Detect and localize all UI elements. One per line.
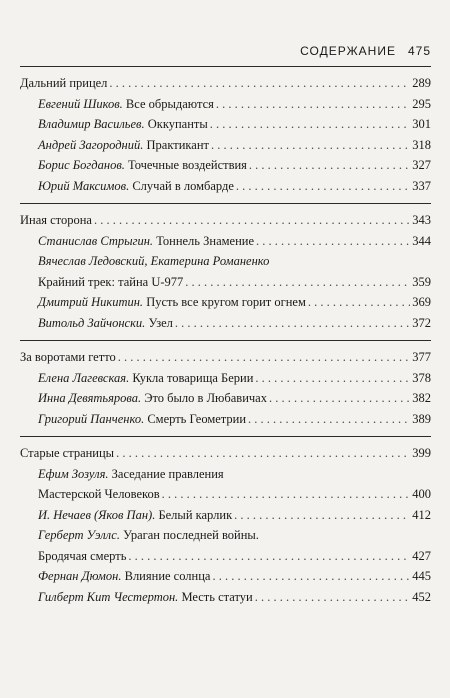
toc-entry-text: [20, 347, 116, 368]
toc-entry-title: Практикант: [146, 137, 209, 152]
toc-entry-text: [38, 114, 208, 135]
toc-entry-author: Инна Девятьярова.: [38, 391, 142, 405]
toc-entry-text: [20, 73, 107, 94]
toc-entry: [20, 231, 431, 252]
toc-entry: [20, 464, 431, 485]
toc-page-number: 369: [412, 295, 431, 309]
toc-page-number: 301: [412, 117, 431, 131]
toc-page-number: 389: [412, 411, 431, 426]
toc-page-number: 295: [412, 96, 431, 111]
toc-entry-title: Заседание правления: [111, 466, 224, 481]
toc-entry-title: Смерть Геометрии: [147, 411, 247, 426]
toc-entry-author: Владимир Васильев.: [38, 117, 145, 131]
toc-entry-text: [20, 210, 92, 231]
toc-entry-author: Герберт Уэллс.: [38, 528, 120, 542]
toc-entry-author: Елена Лагевская.: [38, 370, 130, 385]
toc-entry-author: Фернан Дюмон.: [38, 569, 122, 583]
toc-entry-text: [38, 135, 209, 156]
toc-page-number: 327: [412, 158, 431, 172]
toc-page-number: 377: [412, 350, 431, 364]
toc-entry-author: Юрий Максимов.: [38, 178, 130, 193]
toc-entry-text: [20, 443, 114, 464]
toc-entry-author: Витольд Зайчонски.: [38, 315, 146, 330]
toc-section-heading: [20, 73, 431, 94]
toc-entry-author: И. Нечаев (Яков Пан).: [38, 507, 156, 522]
toc-entry-title: Пусть все кругом горит огнем: [146, 295, 306, 309]
toc-entry-title: Узел: [148, 315, 173, 330]
dot-leader: [210, 114, 410, 135]
dot-leader: [118, 347, 411, 368]
toc-entry-author: Ефим Зозуля.: [38, 466, 109, 481]
toc-section: [20, 203, 431, 340]
toc-section-heading: [20, 347, 431, 368]
toc-page-number: 359: [412, 274, 431, 289]
dot-leader: [185, 272, 410, 293]
toc-entry: [20, 484, 431, 505]
toc-section-heading: [20, 210, 431, 231]
toc-entry-title: Точечные воздействия: [128, 158, 247, 172]
dot-leader: [234, 505, 410, 526]
dot-leader: [109, 73, 410, 94]
dot-leader: [116, 443, 410, 464]
table-of-contents: [20, 66, 431, 614]
toc-page-number: 382: [412, 391, 431, 405]
toc-page-number: 445: [412, 569, 431, 583]
toc-entry-title: Это было в Любавичах: [144, 391, 267, 405]
toc-entry-text: [38, 546, 126, 567]
toc-entry: [20, 388, 431, 409]
toc-entry-text: [38, 409, 246, 430]
toc-entry: [20, 135, 431, 156]
toc-entry-author: Гилберт Кит Честертон.: [38, 589, 179, 604]
toc-entry-text: [38, 388, 267, 409]
toc-entry-title: За воротами гетто: [20, 350, 116, 364]
toc-entry-title: Случай в ломбарде: [132, 178, 234, 193]
toc-page-number: 399: [412, 446, 431, 460]
running-header-title: СОДЕРЖАНИЕ: [300, 44, 396, 58]
toc-entry-text: [38, 368, 253, 389]
toc-entry-title: Белый карлик: [158, 507, 233, 522]
toc-entry-author: Борис Богданов.: [38, 158, 125, 172]
dot-leader: [255, 368, 410, 389]
dot-leader: [308, 292, 410, 313]
toc-entry-text: [38, 464, 224, 485]
toc-entry: [20, 114, 431, 135]
toc-entry-author: Дмитрий Никитин.: [38, 295, 144, 309]
toc-page-number: 337: [412, 178, 431, 193]
toc-entry-title: Иная сторона: [20, 213, 92, 227]
toc-entry: [20, 155, 431, 176]
toc-entry: [20, 525, 431, 546]
toc-page-number: 372: [412, 315, 431, 330]
toc-entry-author: Григорий Панченко.: [38, 411, 145, 426]
toc-entry: [20, 251, 431, 272]
toc-page-number: 318: [412, 137, 431, 152]
toc-entry-title: Кукла товарища Берии: [132, 370, 254, 385]
toc-entry: [20, 272, 431, 293]
toc-entry-title: Влияние солнца: [124, 569, 211, 583]
toc-entry-title: Все обрыдаются: [125, 96, 214, 111]
dot-leader: [216, 94, 410, 115]
dot-leader: [255, 587, 411, 608]
toc-entry-author: Станислав Стрыгин.: [38, 233, 154, 248]
toc-entry-text: [38, 525, 259, 546]
page-number: 475: [407, 44, 431, 58]
toc-entry-title: Дальний прицел: [20, 76, 108, 90]
toc-entry: [20, 409, 431, 430]
toc-entry: [20, 368, 431, 389]
toc-entry: [20, 566, 431, 587]
toc-page-number: 378: [412, 370, 431, 385]
dot-leader: [236, 176, 410, 197]
toc-entry-title: Мастерской Человеков: [38, 487, 160, 501]
toc-entry-text: [38, 231, 254, 252]
toc-section-heading: [20, 443, 431, 464]
toc-page-number: 344: [412, 233, 431, 248]
dot-leader: [162, 484, 411, 505]
toc-entry-author: Евгений Шиков.: [38, 96, 123, 111]
toc-entry-text: [38, 566, 210, 587]
toc-entry-author: Андрей Загородний.: [38, 137, 144, 152]
toc-entry-text: [38, 176, 234, 197]
toc-entry-author: Вячеслав Ледовский, Екатерина Романенко: [38, 254, 270, 268]
toc-entry-title: Старые страницы: [20, 446, 115, 460]
toc-page-number: 400: [412, 487, 431, 501]
toc-page-number: 412: [412, 507, 431, 522]
dot-leader: [211, 135, 410, 156]
dot-leader: [128, 546, 410, 567]
toc-entry: [20, 176, 431, 197]
toc-page-number: 427: [412, 548, 431, 563]
toc-page-number: 289: [412, 76, 431, 90]
dot-leader: [269, 388, 410, 409]
toc-entry-text: [38, 251, 269, 272]
toc-page-number: 452: [412, 589, 431, 604]
toc-entry-text: [38, 272, 183, 293]
toc-entry-title: Месть статуи: [181, 589, 253, 604]
toc-page-number: 343: [412, 213, 431, 227]
toc-entry: [20, 313, 431, 334]
toc-entry-title: Бродячая смерть: [38, 548, 127, 563]
toc-entry: [20, 94, 431, 115]
toc-section: [20, 436, 431, 614]
toc-entry-text: [38, 155, 247, 176]
toc-entry-text: [38, 94, 214, 115]
running-header: [20, 44, 431, 58]
toc-entry: [20, 292, 431, 313]
toc-entry: [20, 505, 431, 526]
toc-entry-title: Ураган последней войны.: [123, 528, 259, 542]
toc-section: [20, 340, 431, 436]
dot-leader: [175, 313, 410, 334]
toc-entry: [20, 546, 431, 567]
toc-entry-title: Крайний трек: тайна U-977: [38, 274, 184, 289]
dot-leader: [249, 155, 410, 176]
toc-entry-title: Тоннель Знамение: [156, 233, 255, 248]
toc-entry-text: [38, 587, 253, 608]
toc-entry-text: [38, 484, 160, 505]
toc-entry-text: [38, 505, 232, 526]
dot-leader: [94, 210, 410, 231]
toc-entry: [20, 587, 431, 608]
toc-entry-title: Оккупанты: [147, 117, 208, 131]
toc-section: [20, 66, 431, 203]
dot-leader: [256, 231, 410, 252]
toc-entry-text: [38, 313, 173, 334]
toc-entry-text: [38, 292, 306, 313]
dot-leader: [212, 566, 410, 587]
dot-leader: [248, 409, 410, 430]
